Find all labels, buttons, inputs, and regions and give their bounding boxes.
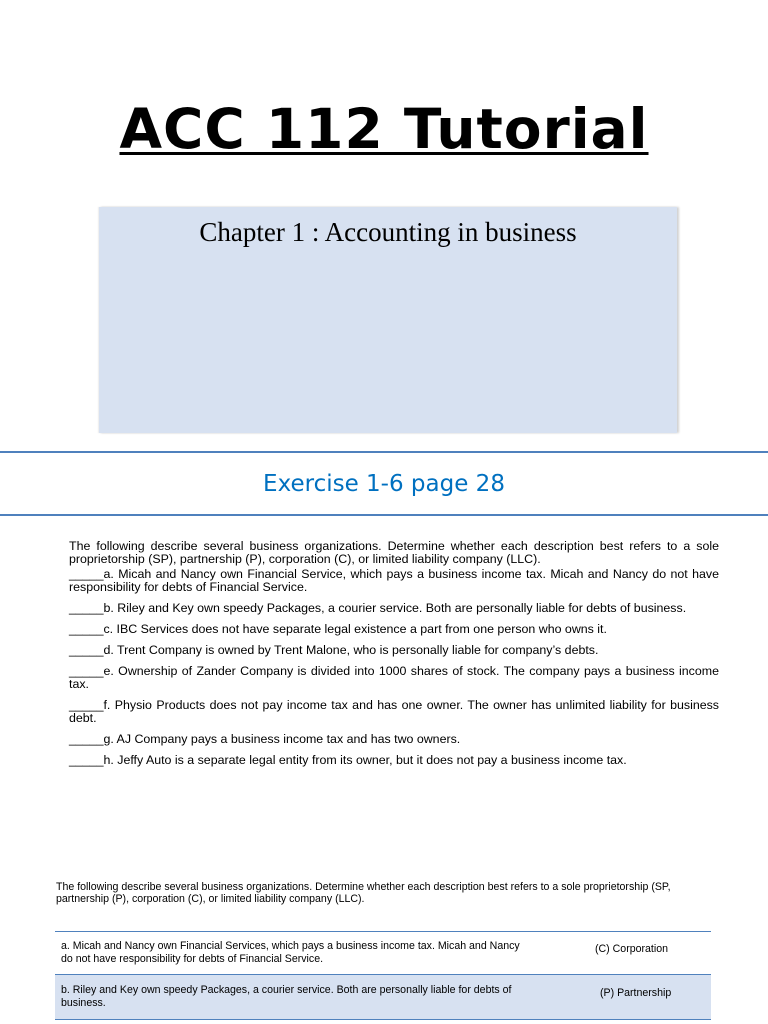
answers-intro: The following describe several business organizations. Determine whether each description best refers to a sole proprietorship (SP, partnership (P), corporation (C), or limited liability company (LLC). <box>56 881 671 905</box>
question-text: d. Trent Company is owned by Trent Malone, who is personally liable for company’s debts. <box>103 643 599 657</box>
question-text: b. Riley and Key own speedy Packages, a courier service. Both are personally liable for debts of business. <box>103 601 687 615</box>
answer-description: a. Micah and Nancy own Financial Services, which pays a business income tax. Micah and Nancy do not have responsibility for debts of Financial Service. <box>61 940 520 965</box>
question-item <box>69 644 719 657</box>
slide-title: ACC 112 Tutorial <box>119 97 649 161</box>
answer-blank: _____ <box>69 643 104 657</box>
answer-blank: _____ <box>69 664 104 678</box>
answer-blank: _____ <box>69 601 104 615</box>
question-item <box>69 568 719 594</box>
answer-blank: _____ <box>69 622 104 636</box>
answer-blank: _____ <box>69 732 104 746</box>
answer-table <box>55 931 711 1020</box>
slide-divider-top <box>0 451 768 453</box>
exercise-heading: Exercise 1-6 page 28 <box>263 471 505 497</box>
question-item <box>69 623 719 636</box>
question-text: e. Ownership of Zander Company is divided into 1000 shares of stock. The company pays a business income tax. <box>69 664 719 691</box>
answer-classification: (P) Partnership <box>600 987 672 999</box>
answer-row <box>55 932 711 975</box>
question-text: c. IBC Services does not have separate legal existence a part from one person who owns it. <box>103 622 607 636</box>
answer-description: b. Riley and Key own speedy Packages, a courier service. Both are personally liable for debts of business. <box>61 984 512 1009</box>
slide-divider-bottom <box>0 514 768 516</box>
answer-blank: _____ <box>69 698 104 712</box>
question-text: h. Jeffy Auto is a separate legal entity from its owner, but it does not pay a business income tax. <box>103 753 627 767</box>
question-item <box>69 754 719 767</box>
question-text: f. Physio Products does not pay income tax and has one owner. The owner has unlimited liability for business debt. <box>69 698 719 725</box>
question-text: a. Micah and Nancy own Financial Service, which pays a business income tax. Micah and Nancy do not have responsibility for debts of Financial Service. <box>69 567 719 594</box>
question-text: g. AJ Company pays a business income tax and has two owners. <box>103 732 461 746</box>
question-item <box>69 699 719 725</box>
question-intro: The following describe several business organizations. Determine whether each description best refers to a sole proprietorship (SP), partnership (P), corporation (C), or limited liability company (LLC). <box>69 539 719 566</box>
subtitle-box <box>99 207 677 433</box>
question-item <box>69 602 719 615</box>
question-list <box>69 540 719 775</box>
answer-row <box>55 975 711 1020</box>
slide-subtitle: Chapter 1 : Accounting in business <box>199 217 577 247</box>
answer-classification: (C) Corporation <box>595 943 669 955</box>
answer-blank: _____ <box>69 567 104 581</box>
question-item <box>69 733 719 746</box>
question-item <box>69 665 719 691</box>
answer-blank: _____ <box>69 753 104 767</box>
